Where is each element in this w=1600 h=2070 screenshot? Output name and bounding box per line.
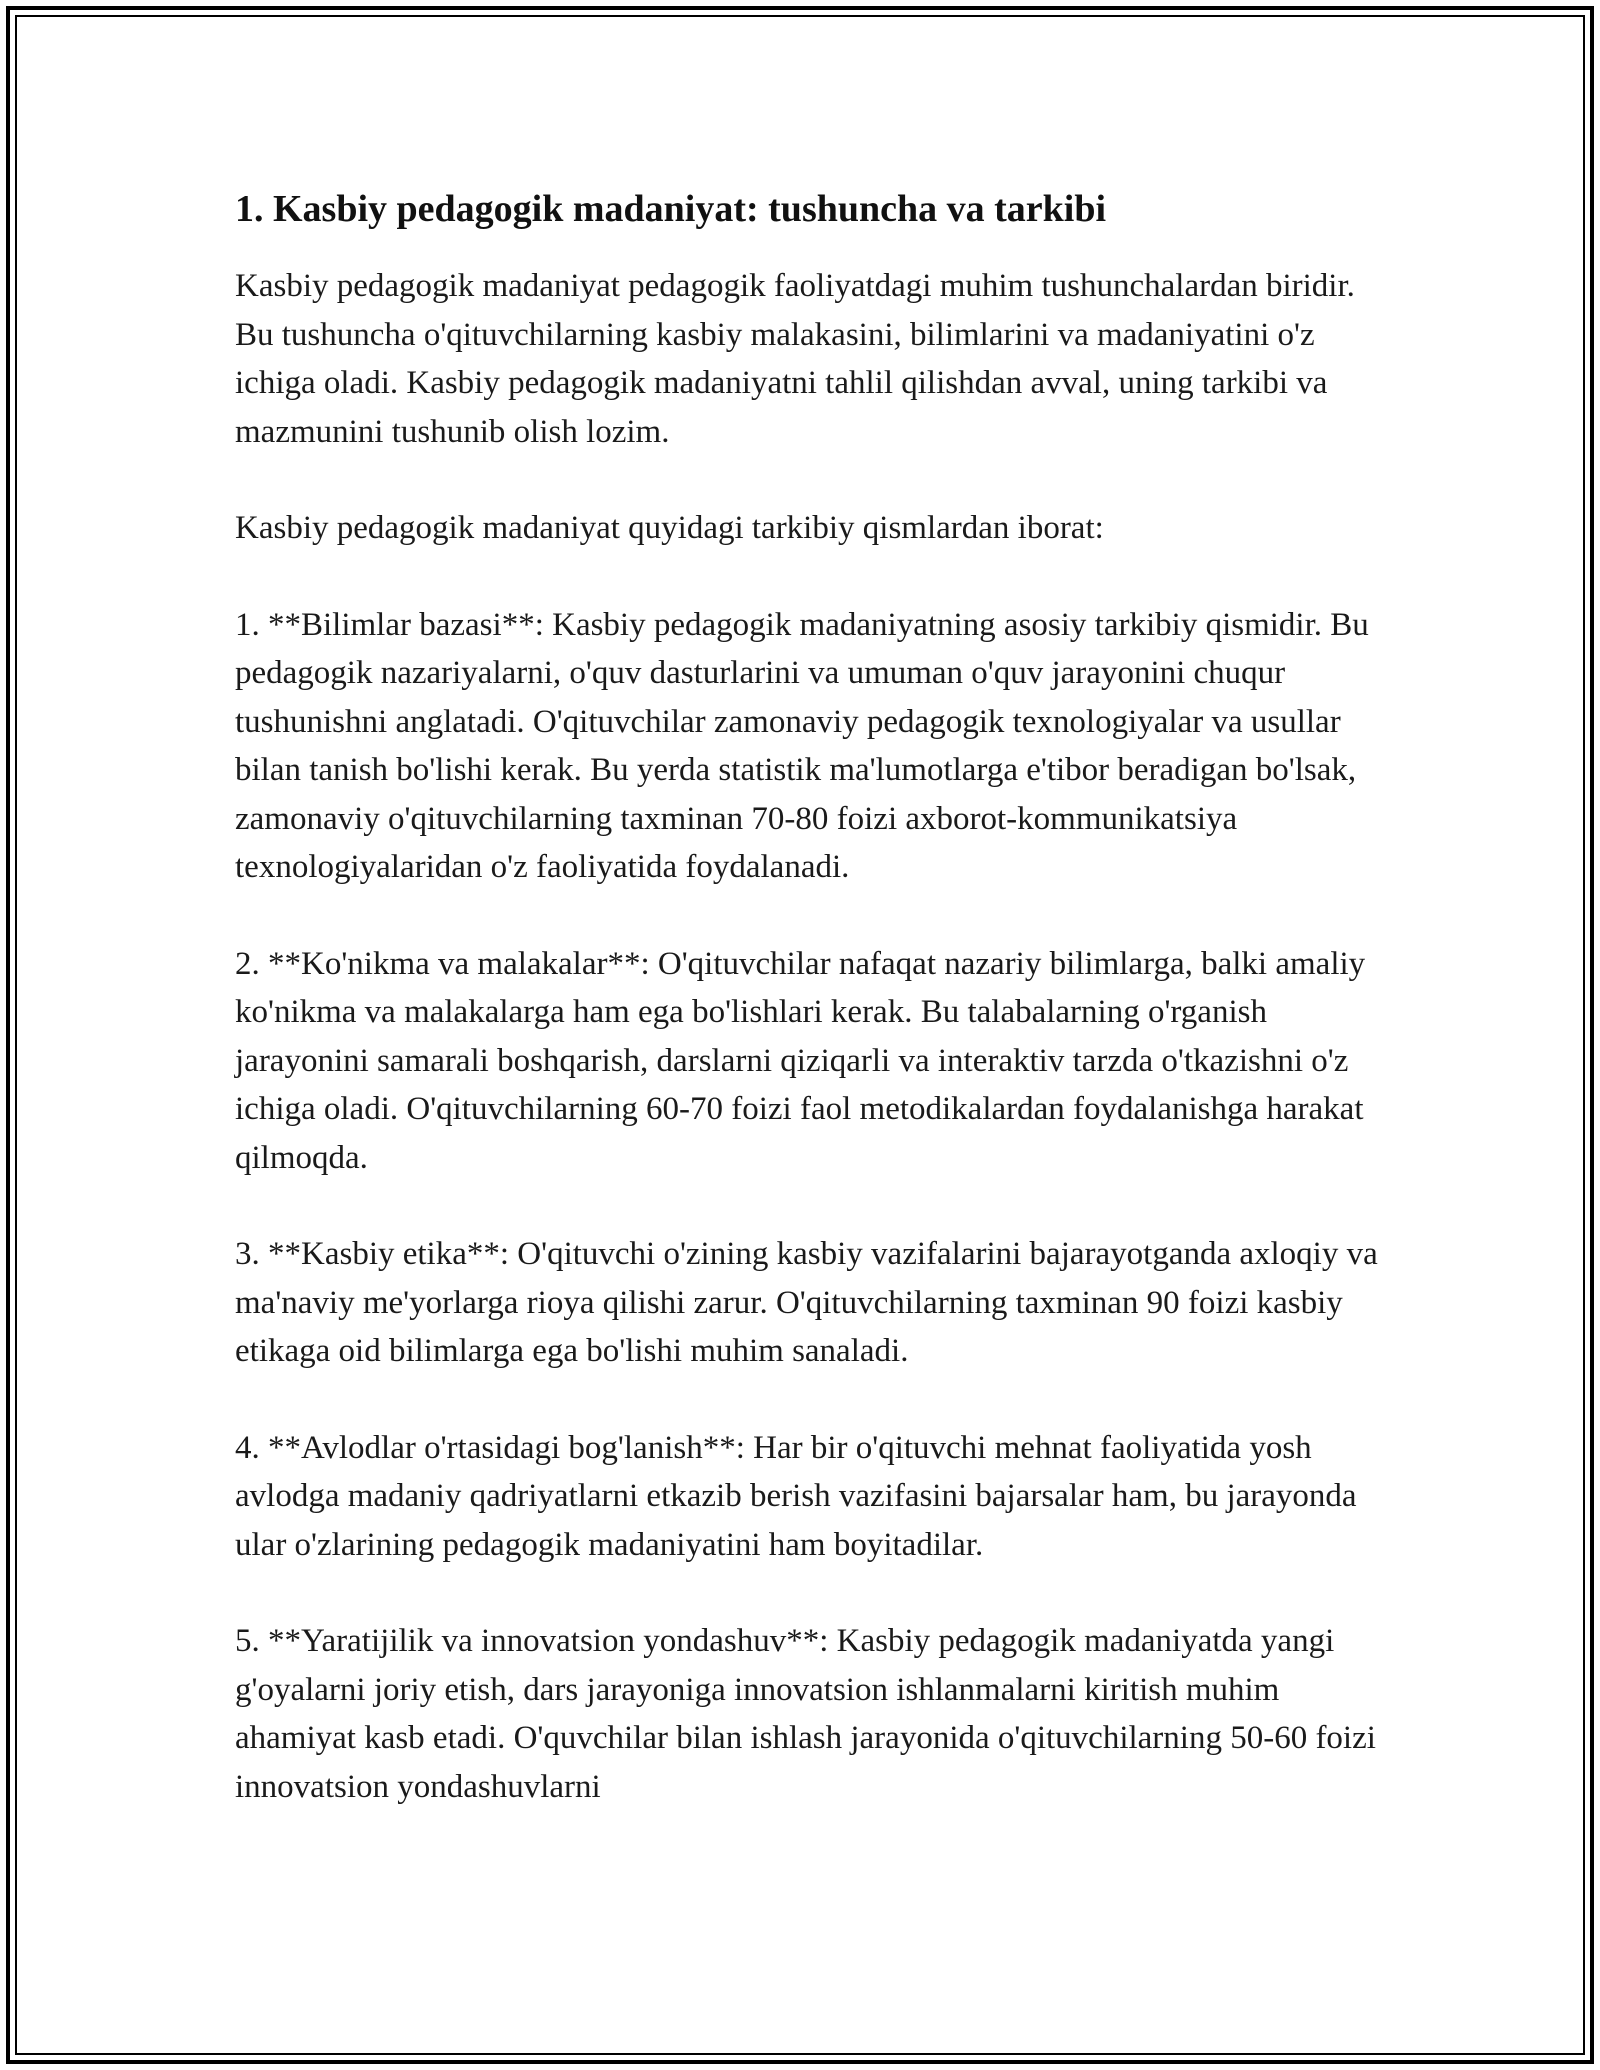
document-body — [235, 185, 1385, 1859]
list-intro-paragraph: Kasbiy pedagogik madaniyat quyidagi tarkibiy qismlardan iborat: — [235, 510, 1104, 547]
section-heading: 1. Kasbiy pedagogik madaniyat: tushuncha va tarkibi — [235, 188, 1107, 230]
list-item-generations-link: 4. **Avlodlar o'rtasidagi bog'lanish**: Har bir o'qituvchi mehnat faoliyatida yosh avlodga madaniy qadriyatlarni etkazib berish vazifasini bajarsalar ham, bu jarayonda ular o'zlarining pedagogik madaniyatini ham boyitadilar. — [235, 1429, 1357, 1563]
list-item-innovation: 5. **Yaratijilik va innovatsion yondashuv**: Kasbiy pedagogik madaniyatda yangi g'oyalarni joriy etish, dars jarayoniga innovatsion ishlanmalarni kiritish muhim ahamiyat kasb etadi. O'quvchilar bilan ishlash jarayonida o'qituvchilarning 50-60 foizi innovatsion yondashuvlarni — [235, 1623, 1376, 1805]
intro-paragraph: Kasbiy pedagogik madaniyat pedagogik faoliyatdagi muhim tushunchalardan biridir. Bu tushuncha o'qituvchilarning kasbiy malakasini, bilimlarini va madaniyatini o'z ichiga oladi. Kasbiy pedagogik madaniyatni tahlil qilishdan avval, uning tarkibi va mazmunini tushunib olish lozim. — [235, 268, 1355, 450]
list-item-knowledge-base: 1. **Bilimlar bazasi**: Kasbiy pedagogik madaniyatning asosiy tarkibiy qismidir. Bu pedagogik nazariyalarni, o'quv dasturlarini va umuman o'quv jarayonini chuqur tushunishni anglatadi. O'qituvchilar zamonaviy pedagogik texnologiyalar va usullar bilan tanish bo'lishi kerak. Bu yerda statistik ma'lumotlarga e'tibor beradigan bo'lsak, zamonaviy o'qituvchilarning taxminan 70-80 foizi axborot-kommunikatsiya texnologiyalaridan o'z faoliyatida foydalanadi. — [235, 606, 1369, 886]
list-item-professional-ethics: 3. **Kasbiy etika**: O'qituvchi o'zining kasbiy vazifalarini bajarayotganda axloqiy va ma'naviy me'yorlarga rioya qilishi zarur. O'qituvchilarning taxminan 90 foizi kasbiy etikaga oid bilimlarga ega bo'lishi muhim sanaladi. — [235, 1236, 1378, 1370]
list-item-skills: 2. **Ko'nikma va malakalar**: O'qituvchilar nafaqat nazariy bilimlarga, balki amaliy ko'nikma va malakalarga ham ega bo'lishlari kerak. Bu talabalarning o'rganish jarayonini samarali boshqarish, darslarni qiziqarli va interaktiv tarzda o'tkazishni o'z ichiga oladi. O'qituvchilarning 60-70 foizi faol metodikalardan foydalanishga harakat qilmoqda. — [235, 945, 1366, 1176]
